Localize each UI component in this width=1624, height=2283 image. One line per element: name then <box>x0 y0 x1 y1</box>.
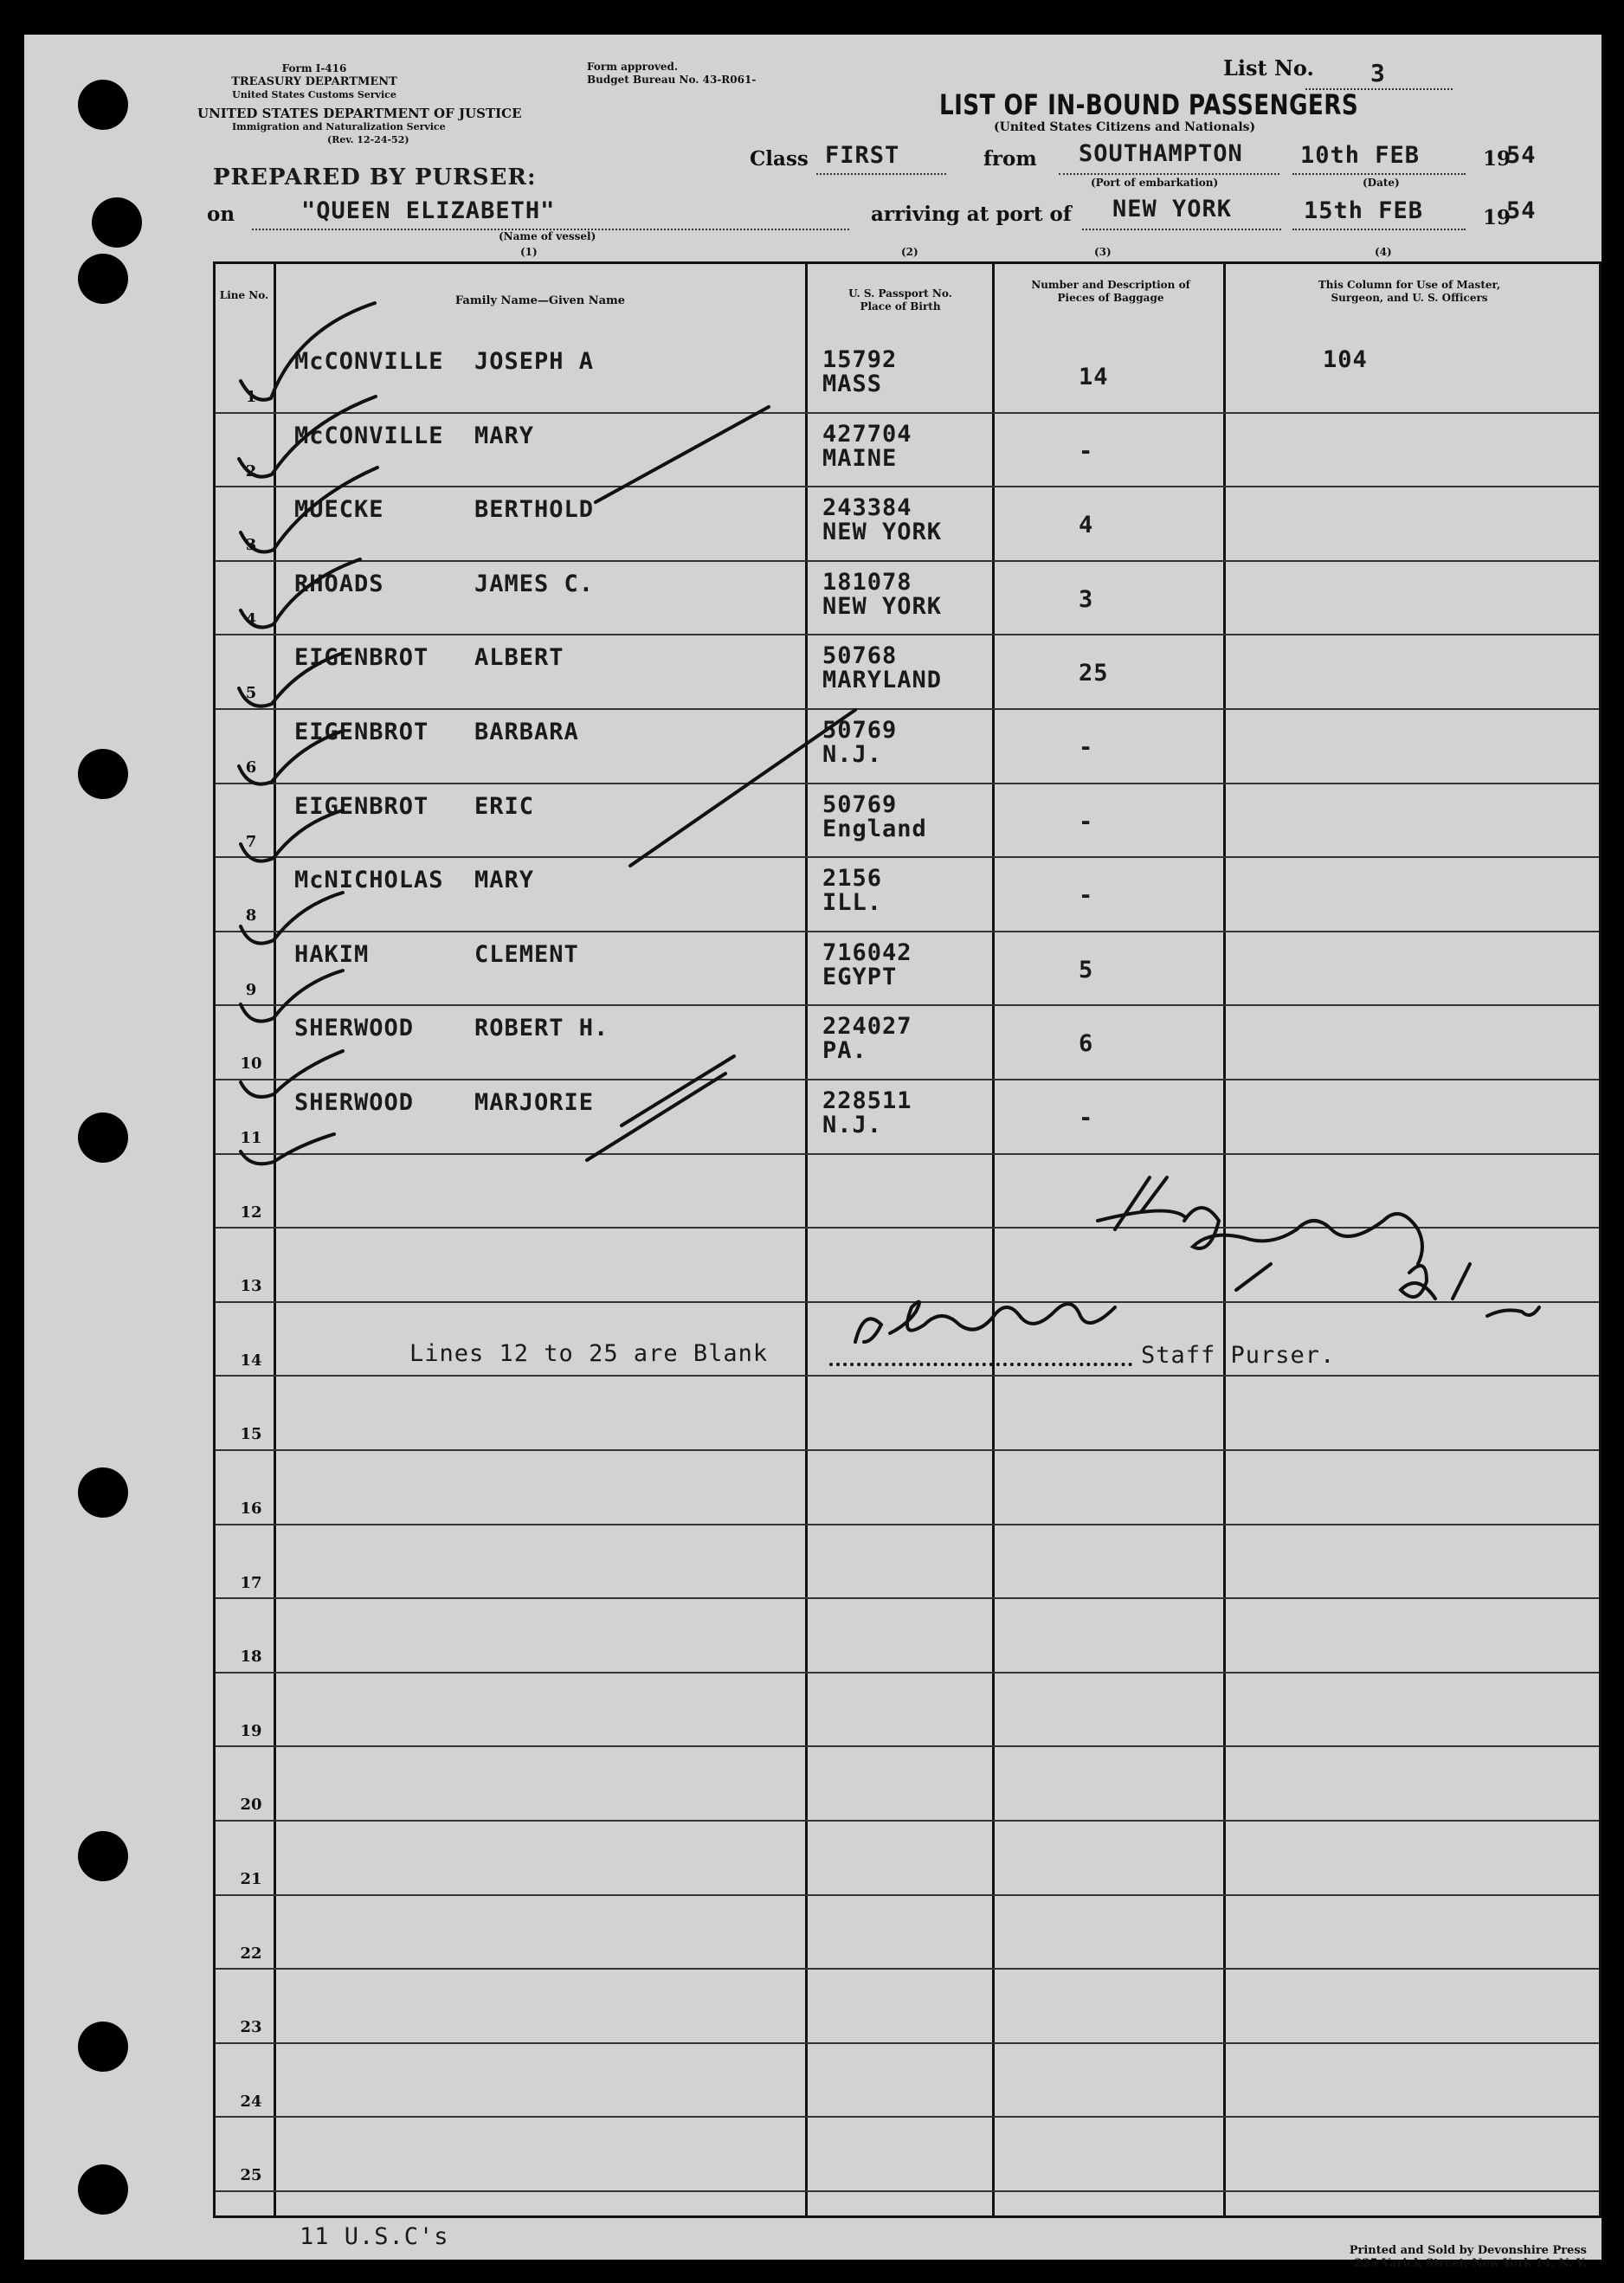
family-name: RHOADS <box>294 570 384 597</box>
place-of-birth: N.J. <box>822 741 883 768</box>
given-name: JAMES C. <box>474 570 595 597</box>
year1-value: 54 <box>1506 142 1537 169</box>
citizen-count: 11 U.S.C's <box>300 2223 449 2250</box>
port-value: NEW YORK <box>1112 196 1233 222</box>
given-name: ROBERT H. <box>474 1015 609 1042</box>
strike-line <box>596 407 769 502</box>
baggage-count: 4 <box>1079 512 1094 539</box>
check-mark <box>239 654 341 706</box>
given-name: ALBERT <box>474 644 564 672</box>
check-mark <box>241 468 377 552</box>
form-number: Form I-416 <box>281 62 347 74</box>
check-mark <box>241 893 343 944</box>
given-name: BARBARA <box>474 719 579 745</box>
vessel-caption: (Name of vessel) <box>499 230 596 242</box>
colnum-3: (3) <box>1094 246 1112 258</box>
line-number: 18 <box>240 1648 262 1667</box>
line-number: 14 <box>240 1351 262 1370</box>
printer-line-2: 225 Varick Street, New York 14, N. Y. <box>1354 2257 1587 2270</box>
passport-number: 50769 <box>822 717 898 744</box>
from-caption: (Port of embarkation) <box>1091 177 1219 189</box>
header-line-no: Line No. <box>219 289 269 301</box>
officer-note: 104 <box>1323 346 1368 373</box>
line-number: 25 <box>240 2166 262 2185</box>
header-name: Family Name—Given Name <box>454 294 626 307</box>
passport-number: 427704 <box>822 420 912 448</box>
vessel-value: "QUEEN ELIZABETH" <box>301 197 556 224</box>
date1-caption: (Date) <box>1363 177 1400 189</box>
line-number: 9 <box>245 980 257 999</box>
date2-value: 15th FEB <box>1304 197 1424 224</box>
revision: (Rev. 12-24-52) <box>327 134 409 145</box>
line-number: 2 <box>245 461 257 480</box>
check-mark <box>241 1051 343 1097</box>
year1-prefix: 19 <box>1483 147 1511 171</box>
baggage-count: - <box>1079 1105 1094 1132</box>
place-of-birth: NEW YORK <box>822 519 943 546</box>
form-approved: Form approved. <box>587 61 679 73</box>
check-mark <box>239 732 341 784</box>
line-number: 6 <box>245 758 257 777</box>
passport-number: 181078 <box>822 568 912 596</box>
form-title: LIST OF IN-BOUND PASSENGERS <box>939 88 1359 121</box>
place-of-birth: ILL. <box>822 889 883 917</box>
line-number: 1 <box>245 388 257 406</box>
list-no-value: 3 <box>1370 59 1386 87</box>
purser-signature <box>855 1302 1115 1342</box>
family-name: EIGENBROT <box>294 644 429 672</box>
header-passport: U. S. Passport No. Place of Birth <box>848 287 952 313</box>
passport-number: 15792 <box>822 346 898 373</box>
family-name: HAKIM <box>294 940 370 968</box>
baggage-count: 5 <box>1079 956 1094 983</box>
passport-number: 50768 <box>822 642 898 670</box>
given-name: CLEMENT <box>474 940 579 968</box>
place-of-birth: MASS <box>822 371 883 397</box>
line-number: 11 <box>240 1129 262 1147</box>
given-name: MARY <box>474 867 535 894</box>
line-number: 15 <box>240 1425 262 1444</box>
baggage-count: - <box>1079 882 1094 910</box>
colnum-4: (4) <box>1375 246 1392 258</box>
from-label: from <box>983 147 1037 171</box>
given-name: BERTHOLD <box>474 496 595 524</box>
colnum-2: (2) <box>901 246 918 258</box>
family-name: McCONVILLE <box>294 422 444 449</box>
check-mark <box>241 303 375 400</box>
strike-line <box>587 1074 725 1160</box>
baggage-count: 25 <box>1079 660 1109 687</box>
family-name: SHERWOOD <box>294 1089 415 1116</box>
class-label: Class <box>750 147 809 171</box>
check-mark <box>241 810 343 861</box>
place-of-birth: MARYLAND <box>822 667 943 694</box>
year2-value: 54 <box>1506 197 1537 224</box>
strike-line <box>630 710 855 866</box>
line-number: 17 <box>240 1573 262 1592</box>
printer-line-1: Printed and Sold by Devonshire Press <box>1349 2244 1587 2257</box>
given-name: JOSEPH A <box>474 348 595 375</box>
family-name: McNICHOLAS <box>294 867 444 894</box>
baggage-count: - <box>1079 808 1094 835</box>
budget-number: Budget Bureau No. 43-R061- <box>587 74 757 86</box>
place-of-birth: NEW YORK <box>822 592 943 620</box>
line-number: 22 <box>240 1944 262 1963</box>
passport-number: 50769 <box>822 790 898 818</box>
baggage-count: 6 <box>1079 1030 1094 1058</box>
dept-treasury: TREASURY DEPARTMENT <box>231 75 397 88</box>
given-name: MARJORIE <box>474 1089 595 1116</box>
line-number: 19 <box>240 1721 262 1740</box>
line-number: 5 <box>245 684 257 703</box>
prepared-by: PREPARED BY PURSER: <box>213 164 537 190</box>
given-name: ERIC <box>474 792 535 820</box>
inspector-signature <box>1098 1177 1539 1316</box>
line-number: 13 <box>240 1277 262 1296</box>
check-mark <box>241 1134 334 1164</box>
line-number: 3 <box>245 536 257 555</box>
family-name: SHERWOOD <box>294 1015 415 1042</box>
blank-lines-note: Lines 12 to 25 are Blank <box>409 1340 769 1367</box>
list-no-label: List No. <box>1223 55 1314 81</box>
place-of-birth: PA. <box>822 1037 867 1065</box>
family-name: EIGENBROT <box>294 719 429 745</box>
line-number: 4 <box>245 609 257 629</box>
passport-number: 224027 <box>822 1013 912 1041</box>
line-number: 8 <box>245 906 257 925</box>
form-subtitle: (United States Citizens and Nationals) <box>994 120 1256 134</box>
place-of-birth: EGYPT <box>822 963 898 990</box>
dept-justice: UNITED STATES DEPARTMENT OF JUSTICE <box>197 106 522 121</box>
handwritten-marks <box>24 35 1601 2260</box>
baggage-count: 14 <box>1079 364 1109 390</box>
line-number: 20 <box>240 1796 262 1815</box>
class-value: FIRST <box>825 142 900 169</box>
place-of-birth: England <box>822 815 927 842</box>
colnum-1: (1) <box>520 246 538 258</box>
on-label: on <box>207 203 235 226</box>
given-name: MARY <box>474 422 535 449</box>
line-number: 10 <box>240 1054 262 1074</box>
arriving-label: arriving at port of <box>871 203 1072 226</box>
line-number: 16 <box>240 1499 262 1518</box>
baggage-count: - <box>1079 734 1094 761</box>
baggage-count: - <box>1079 437 1094 465</box>
from-value: SOUTHAMPTON <box>1079 140 1243 167</box>
strike-line <box>622 1056 734 1125</box>
check-mark <box>241 559 360 628</box>
check-mark <box>239 397 376 477</box>
baggage-count: 3 <box>1079 585 1094 613</box>
year2-prefix: 19 <box>1483 206 1511 229</box>
passport-number: 243384 <box>822 494 912 522</box>
family-name: McCONVILLE <box>294 348 444 375</box>
dept-treasury-sub: United States Customs Service <box>232 89 396 100</box>
line-number: 23 <box>240 2018 262 2037</box>
passport-number: 228511 <box>822 1087 912 1114</box>
header-baggage: Number and Description of Pieces of Baggage <box>1031 279 1190 304</box>
line-number: 12 <box>240 1203 262 1222</box>
passport-number: 716042 <box>822 938 912 966</box>
date1-value: 10th FEB <box>1300 142 1421 169</box>
dept-justice-sub: Immigration and Naturalization Service <box>232 121 446 132</box>
family-name: EIGENBROT <box>294 792 429 820</box>
header-officers: This Column for Use of Master, Surgeon, and U. S. Officers <box>1318 279 1501 304</box>
line-number: 21 <box>240 1870 262 1888</box>
check-mark <box>241 971 343 1022</box>
passport-number: 2156 <box>822 865 883 893</box>
family-name: MUECKE <box>294 496 384 524</box>
place-of-birth: N.J. <box>822 1112 883 1138</box>
place-of-birth: MAINE <box>822 444 898 472</box>
line-number: 24 <box>240 2092 262 2111</box>
staff-purser-label: Staff Purser. <box>1141 1342 1336 1369</box>
line-number: 7 <box>245 832 257 851</box>
document-page <box>24 35 1601 2270</box>
